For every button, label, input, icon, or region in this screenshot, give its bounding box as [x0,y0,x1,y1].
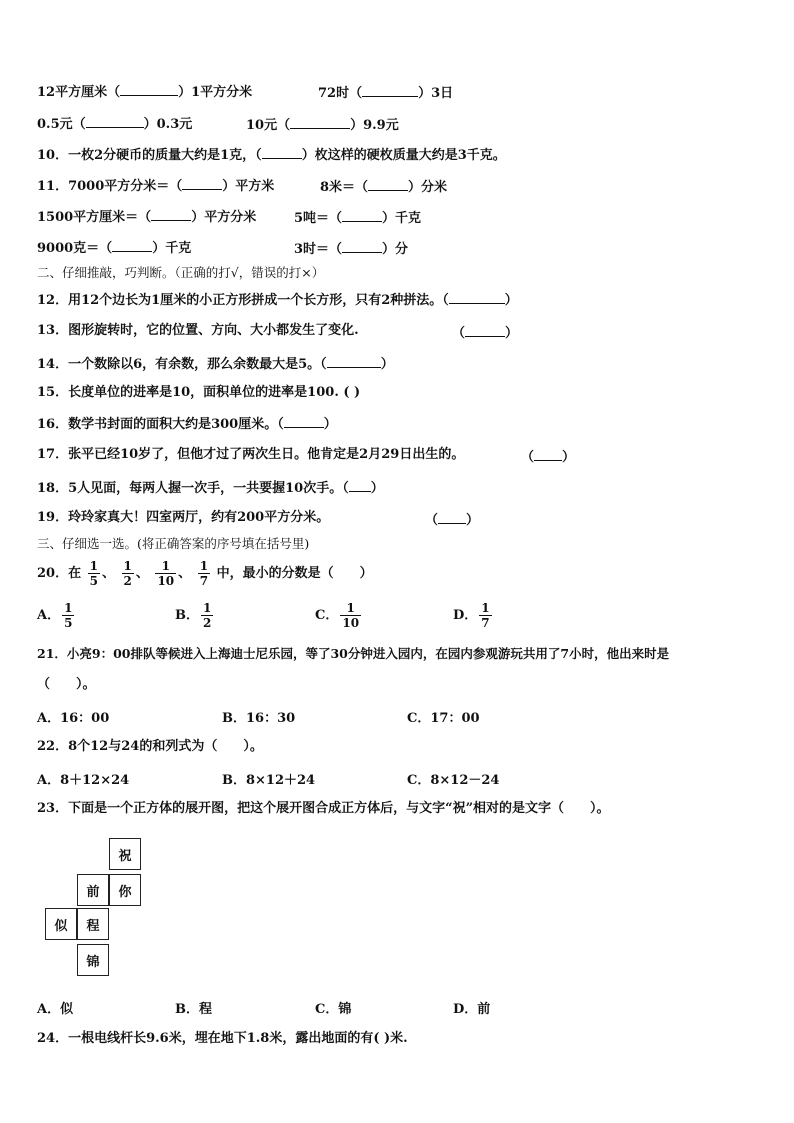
q10-blank[interactable] [262,145,302,159]
q20-option-c-label: C． [315,608,339,623]
q11f-left: 3时＝（ [294,242,343,257]
q20-option-b-num: 1 [203,601,212,615]
q11f-right: ）分 [382,242,409,257]
q16-blank[interactable] [284,414,324,428]
q9-row2-d [246,114,399,133]
cube-net-figure [45,838,155,978]
q20-option-d[interactable] [453,598,494,634]
q12-close: ） [504,293,518,308]
q20-option-c-frac [340,601,361,630]
q23-option-d[interactable]: D．前 [453,1002,491,1017]
q13-text: 13．图形旋转时，它的位置、方向、大小都发生了变化. [37,323,359,338]
q20-frac-3 [155,559,176,588]
q20-option-c-num: 1 [346,601,355,615]
q23: 23．下面是一个正方体的展开图，把这个展开图合成正方体后，与文字“祝”相对的是文字（ ）。 [37,801,610,816]
q9-row2 [37,114,192,134]
q17-answer [521,446,575,465]
q13-close: ） [505,326,519,341]
q9c-left: 0.5元（ [37,117,86,132]
q20-suffix: 中，最小的分数是（ ） [216,566,373,581]
q11e-left: 9000克＝（ [37,241,113,256]
q11a-right: ）平方米 [222,179,275,194]
q17-close: ） [562,450,576,465]
q11f-blank[interactable] [342,239,382,253]
section-2-heading: 二、仔细推敲，巧判断。（正确的打√，错误的打×） [37,265,325,280]
q21-line1: 21．小亮9：00排队等候进入上海迪士尼乐园，等了30分钟进入园内，在园内参观游玩共用了7小时，他出来时是 [37,646,670,661]
section-3-heading: 三、仔细选一选。(将正确答案的序号填在括号里) [37,536,310,551]
q18-close: ） [370,481,384,496]
q20-frac-2-den: 2 [123,574,132,588]
q11c-right: ）平方分米 [191,210,257,225]
q20 [37,556,373,592]
q20-option-a-num: 1 [64,601,73,615]
q15: 15．长度单位的进率是10，面积单位的进率是100. ( ) [37,385,361,400]
net-cell-zhu: 祝 [109,838,141,870]
q11-row3 [37,238,191,258]
q20-option-c[interactable] [315,598,363,634]
q12-blank[interactable] [449,290,505,304]
q22-option-a[interactable]: A．8＋12×24 [37,773,130,788]
q11c-left: 1500平方厘米＝（ [37,210,152,225]
q18-text: 18．5人见面，每两人握一次手，一共要握10次手。（ [37,481,349,496]
q13 [37,322,359,340]
q20-frac-1 [88,559,100,588]
q20-sep-2: 、 [135,566,149,581]
q11c-blank[interactable] [151,207,191,221]
q10-left: 10．一枚2分硬币的质量大约是1克，（ [37,148,262,163]
q20-option-d-den: 7 [481,616,490,630]
q17-blank[interactable] [534,447,562,461]
q11a-left: 11．7000平方分米＝（ [37,179,183,194]
q20-option-d-num: 1 [481,601,490,615]
q21-line2: （ ）。 [37,677,96,692]
q20-frac-4-num: 1 [199,559,209,573]
q19-close: ） [466,513,480,528]
q20-sep-3: 、 [178,566,192,581]
q9d-blank[interactable] [290,115,350,129]
q10 [37,145,506,165]
q20-frac-3-den: 10 [157,574,175,588]
q10-right: ）枚这样的硬枚质量大约是3千克。 [301,148,506,163]
q17 [37,446,464,464]
q20-option-d-label: D． [453,608,478,623]
q20-frac-1-num: 1 [89,559,98,573]
q20-option-c-den: 10 [342,616,360,630]
q20-option-b-label: B． [175,608,199,623]
q18 [37,478,384,498]
q23-option-a[interactable]: A．似 [37,1002,74,1017]
q17-text: 17．张平已经10岁了，但他才过了两次生日。他肯定是2月29日出生的。 [37,447,465,462]
q12 [37,290,518,310]
q11a-blank[interactable] [182,176,222,190]
q9d-right: ）9.9元 [350,118,399,133]
q20-option-b-frac [201,601,213,630]
q11-row1-b [320,176,447,195]
q13-open: （ [452,326,466,341]
q9d-left: 10元（ [246,118,291,133]
q20-option-d-frac [479,601,491,630]
q16-close: ） [323,417,337,432]
q22-option-b[interactable]: B．8×12＋24 [222,773,316,788]
q9a-blank[interactable] [120,82,178,96]
q21-option-c[interactable]: C．17：00 [407,711,480,726]
q11-row3-f [294,238,408,257]
q20-option-a-frac [62,601,74,630]
q9b-right: ）3日 [418,86,454,101]
q11-row2-d [294,207,421,226]
net-cell-si: 似 [45,908,77,940]
net-cell-cheng: 程 [77,908,109,940]
q18-blank[interactable] [349,478,371,492]
q11-row1 [37,176,274,196]
q20-frac-2-num: 1 [123,559,132,573]
q14 [37,354,394,374]
q20-frac-2 [122,559,134,588]
q20-option-a-den: 5 [64,616,73,630]
q19-open: （ [425,513,439,528]
q20-option-b[interactable] [175,598,215,634]
q9-row1 [37,82,252,102]
q19-answer [425,509,479,528]
q20-prefix: 20．在 [37,566,82,581]
q21-option-b[interactable]: B．16：30 [222,711,296,726]
q21-option-a[interactable]: A．16：00 [37,711,110,726]
q9b-left: 72时（ [318,86,363,101]
q11b-blank[interactable] [368,177,408,191]
q14-close: ） [380,357,394,372]
q13-answer [452,322,518,341]
q19-text: 19．玲玲家真大！四室两厅，约有200平方分米。 [37,510,330,525]
q13-blank[interactable] [465,323,505,337]
q11d-blank[interactable] [342,208,382,222]
q9a-right: ）1平方分米 [178,85,253,100]
net-cell-ni: 你 [109,874,141,906]
q17-open: （ [521,450,535,465]
q14-blank[interactable] [327,354,381,368]
q19-blank[interactable] [438,510,466,524]
q12-text: 12．用12个边长为1厘米的小正方形拼成一个长方形，只有2种拼法。（ [37,293,449,308]
q20-frac-1-den: 5 [89,574,98,588]
q9c-blank[interactable] [86,114,144,128]
q22: 22．8个12与24的和列式为（ ）。 [37,739,263,754]
q11e-right: ）千克 [152,241,192,256]
q14-text: 14．一个数除以6，有余数，那么余数最大是5。（ [37,357,327,372]
q20-frac-4-den: 7 [199,574,209,588]
q16 [37,414,337,434]
q11b-left: 8米＝（ [320,180,369,195]
q20-frac-3-num: 1 [161,559,170,573]
q23-option-c[interactable]: C．锦 [315,1002,352,1017]
q11e-blank[interactable] [112,238,152,252]
q11-row2 [37,207,256,227]
q22-option-c[interactable]: C．8×12－24 [407,773,500,788]
q9-row1-b [318,82,453,101]
q20-option-b-den: 2 [203,616,212,630]
q11d-right: ）千克 [382,211,422,226]
q11d-left: 5吨＝（ [294,211,343,226]
q20-sep-1: 、 [101,566,115,581]
q9c-right: ）0.3元 [143,117,193,132]
q20-option-a-label: A． [37,608,61,623]
q9b-blank[interactable] [362,83,418,97]
q19 [37,509,329,527]
q9a-left: 12平方厘米（ [37,85,121,100]
net-cell-qian: 前 [77,874,109,906]
q23-option-b[interactable]: B．程 [175,1002,212,1017]
q16-text: 16．数学书封面的面积大约是300厘米。（ [37,417,284,432]
q11b-right: ）分米 [408,180,448,195]
q20-frac-4 [198,559,210,588]
q24: 24．一根电线杆长9.6米，埋在地下1.8米，露出地面的有( )米. [37,1031,408,1046]
q20-option-a[interactable] [37,598,76,634]
net-cell-jin: 锦 [77,944,109,976]
